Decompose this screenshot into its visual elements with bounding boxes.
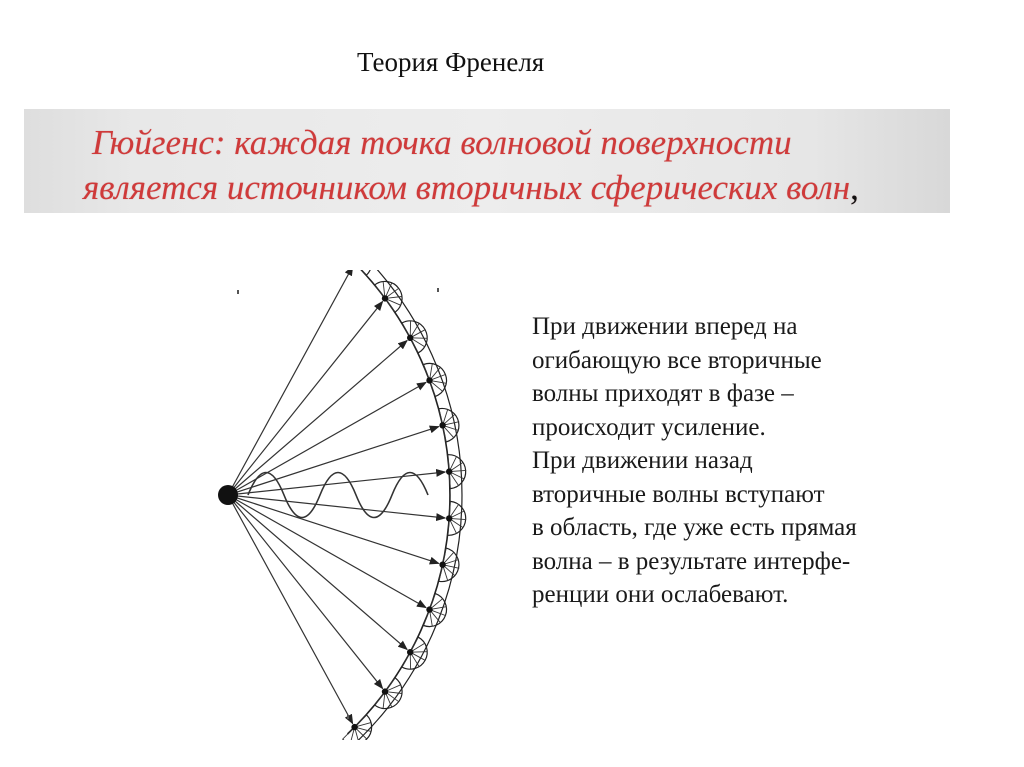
secondary-wavelet	[424, 363, 447, 396]
explanation-line: При движении назад	[532, 447, 753, 474]
explanation-line: в область, где уже есть прямая	[532, 514, 857, 541]
wavelet-center-dot	[407, 649, 413, 655]
explanation-line: огибающую все вторичные	[532, 346, 822, 374]
point-source	[218, 485, 238, 505]
wavelet-center-dot	[439, 422, 445, 428]
secondary-wavelet	[343, 270, 372, 275]
wavelet-center-dot	[351, 724, 357, 730]
ray-arrow	[228, 270, 353, 495]
secondary-wavelet	[375, 281, 402, 312]
ray-arrow	[228, 495, 445, 518]
explanation-line: происходит усиление.	[532, 413, 766, 441]
secondary-wavelet	[439, 548, 459, 581]
explanation-text	[532, 310, 1002, 612]
wavelet-center-dot	[407, 335, 413, 341]
wavelet-center-dot	[439, 562, 445, 568]
secondary-wavelet	[375, 678, 402, 709]
secondary-wavelet	[343, 715, 372, 740]
huygens-wavefront-diagram	[200, 270, 490, 740]
wavelet-center-dot	[446, 468, 452, 474]
wavelet-center-dot	[382, 688, 388, 694]
wavelet-center-dot	[426, 377, 432, 383]
wavelet-center-dot	[446, 515, 452, 521]
wavelet-center-dot	[382, 295, 388, 301]
banner-line-2-text: является источником вторичных сферических волн	[83, 168, 851, 207]
banner-line-2	[83, 165, 950, 210]
ray-arrow	[228, 302, 383, 496]
wavelet-arc	[343, 270, 372, 275]
ray-arrow	[228, 495, 426, 608]
wavefront-group	[348, 270, 462, 740]
ray-arrow	[228, 495, 383, 689]
banner-line-2-comma: ,	[850, 168, 859, 207]
explanation-line: волна – в результате интерфе-	[532, 547, 851, 575]
explanation-line: При движении вперед на	[532, 313, 798, 340]
explanation-line: волны приходят в фазе –	[532, 380, 794, 407]
wavelet-center-dot	[426, 606, 432, 612]
explanation-line: вторичные волны вступают	[532, 480, 825, 508]
ray-arrow	[228, 495, 407, 650]
ray-arrow	[228, 341, 407, 496]
secondary-wavelet	[439, 408, 459, 441]
huygens-principle-banner	[24, 109, 950, 213]
slide-title: Теория Френеля	[357, 47, 545, 77]
explanation-line: ренции они ослабевают.	[532, 581, 789, 608]
banner-line-1: Гюйгенс: каждая точка волновой поверхности	[92, 123, 792, 162]
secondary-wavelet	[424, 594, 447, 627]
